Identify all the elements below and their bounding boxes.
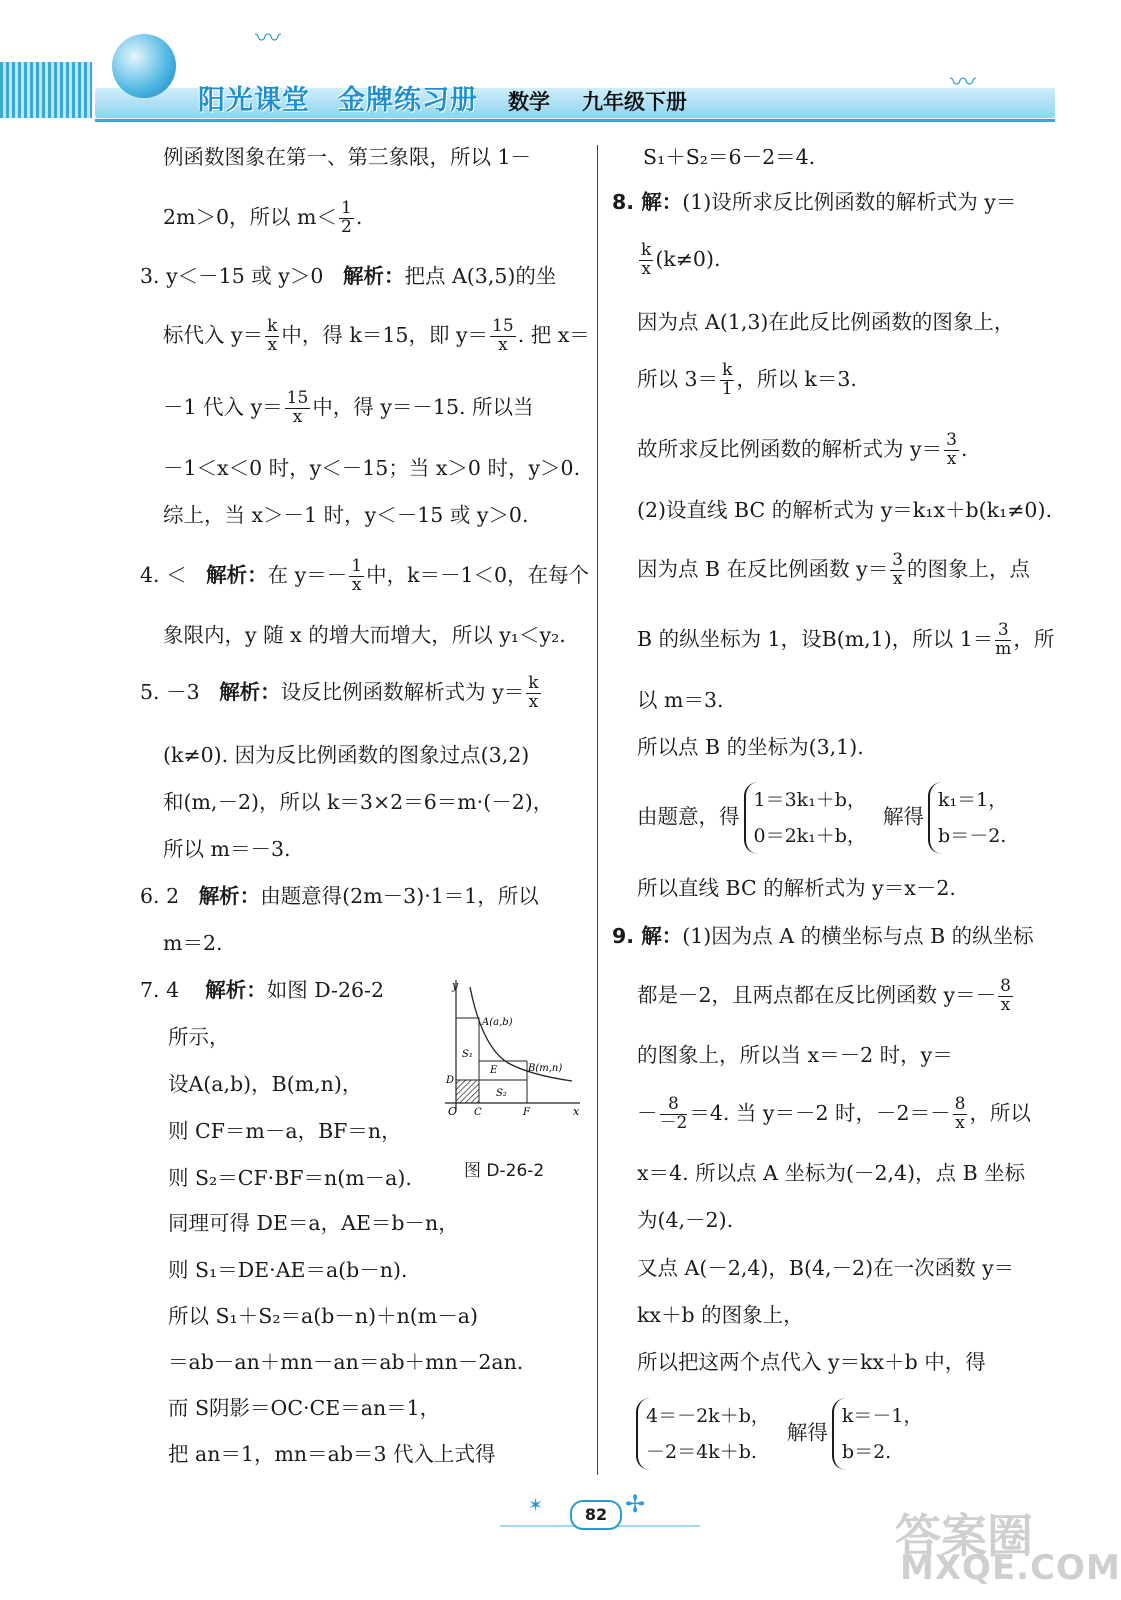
text-line: 和(m,－2)，所以 k＝3×2＝6＝m·(－2)， xyxy=(163,790,554,814)
seagull-icon: 〰 xyxy=(950,68,977,98)
label-o: O xyxy=(448,1105,458,1118)
label-y: y xyxy=(452,979,459,992)
shaded-region xyxy=(456,1080,479,1103)
text-line: 又点 A(－2,4)，B(4,－2)在一次函数 y＝ xyxy=(637,1256,1015,1280)
text-line: －1 代入 y＝ $\frac{15}{x}$ 中，得 y＝－15. 所以当 xyxy=(163,388,534,427)
text-line: 则 CF＝m－a，BF＝n， xyxy=(168,1119,402,1143)
text-line: 所以把这两个点代入 y＝kx＋b 中，得 xyxy=(637,1350,986,1374)
text-line: x＝4. 所以点 A 坐标为(－2,4)，点 B 坐标 xyxy=(637,1161,1026,1185)
question-9: 9. 解：(1)因为点 A 的横坐标与点 B 的纵坐标 xyxy=(612,924,1034,948)
header-stripes xyxy=(0,62,92,118)
text-line: 因为点 B 在反比例函数 y＝ $\frac{3}{x}$ 的图象上，点 xyxy=(637,550,1031,589)
text-line: 把 an＝1，mn＝ab＝3 代入上式得 xyxy=(168,1442,496,1466)
label-c: C xyxy=(474,1107,482,1118)
label-d: D xyxy=(446,1075,455,1086)
watermark-url: MXQE.COM xyxy=(900,1548,1121,1588)
watermark-logo: 答案圈 xyxy=(895,1509,1033,1563)
text-line: 则 S₂＝CF·BF＝n(m－a). xyxy=(168,1166,412,1190)
text-line: m＝2. xyxy=(163,931,223,955)
bird-icon: 〰 xyxy=(255,24,282,54)
header-rule xyxy=(95,119,1055,122)
figure-d-26-2 xyxy=(440,975,585,1120)
text-line: S₁＋S₂＝6－2＝4. xyxy=(643,145,816,169)
column-divider xyxy=(597,145,598,1475)
label-x: x xyxy=(573,1105,580,1118)
label-s2: S₂ xyxy=(496,1088,507,1099)
label-f: F xyxy=(523,1107,530,1118)
equation-system: 由题意，得1＝3k₁＋b， 0＝2k₁＋b， 解得k₁＝1， b＝－2. xyxy=(637,782,1011,854)
text-line: 同理可得 DE＝a，AE＝b－n， xyxy=(168,1211,459,1235)
label-a: A(a,b) xyxy=(482,1017,513,1028)
question-8: 8. 解：(1)设所求反比例函数的解析式为 y＝ xyxy=(612,190,1017,214)
label-e: E xyxy=(490,1065,498,1076)
text-line: kx＋b 的图象上， xyxy=(637,1303,804,1327)
text-line: 以 m＝3. xyxy=(637,688,724,712)
text-line: 象限内，y 随 x 的增大而增大，所以 y₁＜y₂. xyxy=(163,623,566,647)
brand-subtitle: 金牌练习册 xyxy=(338,85,478,116)
text-line: $\frac{k}{x}$ (k≠0). xyxy=(641,240,721,279)
grade-label: 九年级下册 xyxy=(582,90,687,114)
text-line: 所示， xyxy=(168,1025,230,1049)
star-icon: ✶ xyxy=(528,1495,544,1516)
page-number: 82 xyxy=(570,1500,622,1530)
text-line: 所以 3＝ $\frac{k}{1}$ ，所以 k＝3. xyxy=(637,360,857,399)
text-line: 综上，当 x＞－1 时，y＜－15 或 y＞0. xyxy=(163,503,529,527)
text-line: ＝ab－an＋mn－an＝ab＋mn－2an. xyxy=(168,1350,524,1374)
equation-system: 4＝－2k＋b， －2＝4k＋b. 解得k＝－1， b＝2. xyxy=(632,1398,927,1470)
question-4: 4. ＜ 解析：在 y＝－ $\frac{1}{x}$ 中，k＝－1＜0，在每个 xyxy=(140,556,590,595)
question-6: 6. 2 解析：由题意得(2m－3)·1＝1，所以 xyxy=(140,884,539,908)
label-s1: S₁ xyxy=(462,1049,473,1060)
pinwheel-icon: ✢ xyxy=(625,1490,646,1518)
text-line: 则 S₁＝DE·AE＝a(b－n). xyxy=(168,1258,408,1282)
text-line: (2)设直线 BC 的解析式为 y＝k₁x＋b(k₁≠0). xyxy=(637,498,1052,522)
text-line: 因为点 A(1,3)在此反比例函数的图象上， xyxy=(637,310,1015,334)
globe-icon xyxy=(112,34,176,98)
text-line: － $\frac{8}{-2}$ ＝4. 当 y＝－2 时，－2＝－ $\frac{8}{x}$ ，所以 xyxy=(637,1094,1031,1133)
text-line: 所以直线 BC 的解析式为 y＝x－2. xyxy=(637,876,956,900)
question-3: 3. y＜－15 或 y＞0 解析：把点 A(3,5)的坐 xyxy=(140,264,557,288)
question-5: 5. －3 解析：设反比例函数解析式为 y＝ $\frac{k}{x}$ xyxy=(140,673,539,712)
text-line: －1＜x＜0 时，y＜－15；当 x＞0 时，y＞0. xyxy=(163,456,581,480)
page-header xyxy=(0,0,1091,135)
figure-caption: 图 D-26-2 xyxy=(464,1161,545,1181)
text-line: 2m＞0，所以 m＜ $\frac{1}{2}$ . xyxy=(163,198,363,237)
fraction: $\frac{1}{2}$ xyxy=(340,198,352,237)
text-line: 设A(a,b)，B(m,n)， xyxy=(168,1072,363,1096)
text-line: B 的纵坐标为 1，设B(m,1)，所以 1＝ $\frac{3}{m}$ ，所 xyxy=(637,620,1055,659)
text-line: 故所求反比例函数的解析式为 y＝ $\frac{3}{x}$ . xyxy=(637,430,968,469)
text-line: 标代入 y＝ $\frac{k}{x}$ 中，得 k＝15，即 y＝ $\frac{15}{x}$ . 把 x＝ xyxy=(163,316,590,355)
text-line: 所以点 B 的坐标为(3,1). xyxy=(637,735,864,759)
text-line: 例函数图象在第一、第三象限，所以 1－ xyxy=(163,145,532,169)
text-line: 所以 S₁＋S₂＝a(b－n)＋n(m－a) xyxy=(168,1304,478,1328)
text-line: 而 S阴影＝OC·CE＝an＝1， xyxy=(168,1396,441,1420)
brand-title: 阳光课堂 xyxy=(198,85,310,116)
subject-label: 数学 xyxy=(508,90,550,114)
text-line: 为(4,－2). xyxy=(637,1208,734,1232)
text-line: 所以 m＝－3. xyxy=(163,837,291,861)
question-7: 7. 4 解析：如图 D-26-2 xyxy=(140,978,385,1002)
text-line: 的图象上，所以当 x＝－2 时，y＝ xyxy=(637,1043,953,1067)
text-line: 都是－2，且两点都在反比例函数 y＝－ $\frac{8}{x}$ xyxy=(637,976,1011,1015)
label-b: B(m,n) xyxy=(528,1063,563,1074)
text-line: (k≠0). 因为反比例函数的图象过点(3,2) xyxy=(163,743,530,767)
